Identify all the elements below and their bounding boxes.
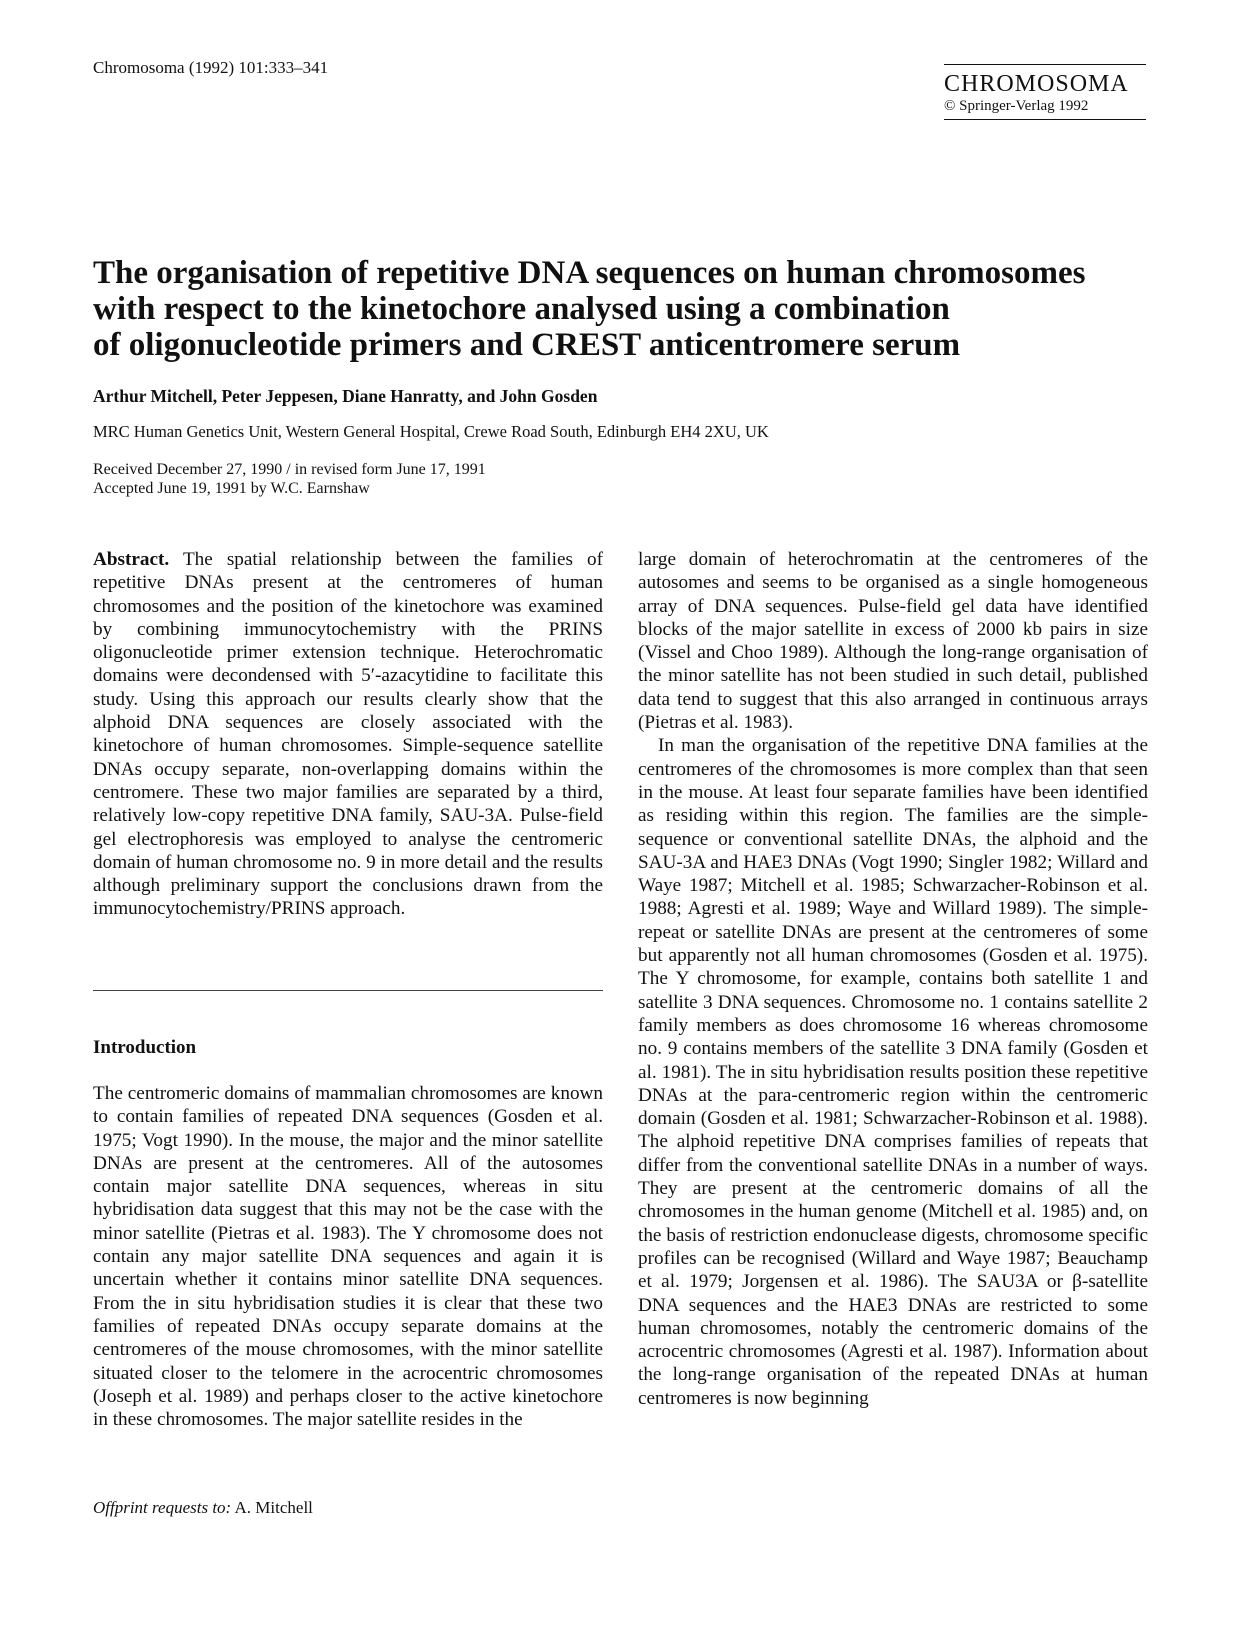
- offprint-label: Offprint requests to:: [93, 1498, 232, 1517]
- introduction-paragraph: The centromeric domains of mammalian chromosomes are known to contain families of repeated DNA sequences (Gosden et al. 1975; Vogt 1990). In the mouse, the major and the minor satellite DNAs are present at the centromeres. All of the autosomes contain major satellite DNA sequences, whereas in situ hybridisation data suggest that this may not be the case with the minor satellite (Pietras et al. 1983). The Y chromosome does not contain any major satellite DNA sequences and again it is uncertain whether it contains minor satellite DNA sequences. From the in situ hybridisation studies it is clear that these two families of repeated DNAs occupy separate domains at the centromeres of the mouse chromosomes, with the minor satellite situated closer to the telomere in the acrocentric chromosomes (Joseph et al. 1989) and perhaps closer to the active kinetochore in these chromosomes. The major satellite resides in the: [93, 1083, 603, 1431]
- abstract-text: The spatial relationship between the families of repetitive DNAs present at the centromeres of human chromosomes and the position of the kinetochore was examined by combining immunocytochemistry with the PRINS oligonucleotide primer extension technique. Heterochromatic domains were decondensed with 5′-azacytidine to facilitate this study. Using this approach our results clearly show that the alphoid DNA sequences are closely associated with the kinetochore of human chromosomes. Simple-sequence satellite DNAs occupy separate, non-overlapping domains within the centromere. These two major families are separated by a third, relatively low-copy repetitive DNA family, SAU-3A. Pulse-field gel electrophoresis was employed to analyse the centromeric domain of human chromosome no. 9 in more detail and the results although preliminary support the conclusions drawn from the immunocytochemistry/PRINS approach.: [93, 549, 603, 920]
- section-divider: [93, 990, 603, 991]
- abstract-label: Abstract.: [93, 549, 170, 570]
- introduction-heading: Introduction: [93, 1037, 197, 1058]
- offprint-footnote: [93, 1498, 313, 1518]
- journal-citation: Chromosoma (1992) 101:333–341: [93, 58, 329, 77]
- abstract-section: [93, 548, 603, 921]
- paper-title: [93, 255, 1163, 363]
- journal-masthead: [944, 64, 1146, 120]
- title-line: of oligonucleotide primers and CREST anticentromere serum: [93, 327, 961, 363]
- author-list: Arthur Mitchell, Peter Jeppesen, Diane Hanratty, and John Gosden: [93, 386, 598, 406]
- journal-name: CHROMOSOMA: [944, 71, 1129, 97]
- title-line: The organisation of repetitive DNA sequences on human chromosomes: [93, 255, 1086, 291]
- accepted-date: Accepted June 19, 1991 by W.C. Earnshaw: [93, 480, 370, 497]
- body-paragraph: large domain of heterochromatin at the centromeres of the autosomes and seems to be organised as a single homogeneous array of DNA sequences. Pulse-field gel data have identified blocks of the major satellite in excess of 2000 kb pairs in size (Vissel and Choo 1989). Although the long-range organisation of the minor satellite has not been studied in such detail, published data tend to suggest that this also arranged in continuous arrays (Pietras et al. 1983).: [638, 549, 1148, 734]
- right-column: [638, 548, 1148, 1410]
- received-date: Received December 27, 1990 / in revised form June 17, 1991: [93, 461, 486, 478]
- submission-dates: [93, 460, 486, 498]
- copyright-notice: © Springer-Verlag 1992: [944, 98, 1089, 114]
- abstract-paragraph: [93, 548, 603, 921]
- affiliation: MRC Human Genetics Unit, Western General Hospital, Crewe Road South, Edinburgh EH4 2XU, UK: [93, 422, 769, 441]
- offprint-name: A. Mitchell: [234, 1498, 313, 1517]
- body-paragraph: In man the organisation of the repetitive DNA families at the centromeres of the chromosomes is more complex than that seen in the mouse. At least four separate families have been identified as residing within this region. The families are the simple-sequence or conventional satellite DNAs, the alphoid and the SAU-3A and HAE3 DNAs (Vogt 1990; Singler 1982; Willard and Waye 1987; Mitchell et al. 1985; Schwarzacher-Robinson et al. 1988; Agresti et al. 1989; Waye and Willard 1989). The simple-repeat or satellite DNAs are present at the centromeres of some but apparently not all human chromosomes (Gosden et al. 1975). The Y chromosome, for example, contains both satellite 1 and satellite 3 DNA sequences. Chromosome no. 1 contains satellite 2 family members as does chromosome 16 whereas chromosome no. 9 contains members of the satellite 3 DNA family (Gosden et al. 1981). The in situ hybridisation results position these repetitive DNAs at the para-centromeric region within the centromeric domain (Gosden et al. 1981; Schwarzacher-Robinson et al. 1988). The alphoid repetitive DNA comprises families of repeats that differ from the conventional satellite DNAs in a number of ways. They are present at the centromeric domains of all the chromosomes in the human genome (Mitchell et al. 1985) and, on the basis of restriction endonuclease digests, chromosome specific profiles can be recognised (Willard and Waye 1987; Beauchamp et al. 1979; Jorgensen et al. 1986). The SAU3A or β-satellite DNA sequences and the HAE3 DNAs are restricted to some human chromosomes, notably the centromeric domains of the acrocentric chromosomes (Agresti et al. 1987). Information about the long-range organisation of the repeated DNAs at human centromeres is now beginning: [638, 735, 1148, 1409]
- title-line: with respect to the kinetochore analysed using a combination: [93, 291, 950, 327]
